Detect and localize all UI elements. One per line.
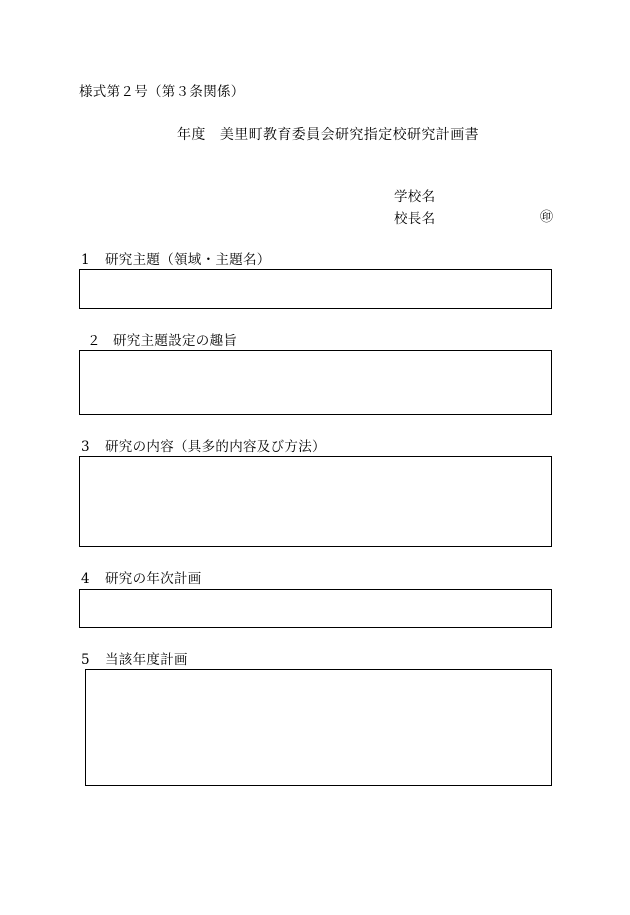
section-5-input-box[interactable]	[85, 669, 552, 786]
document-title-line	[177, 126, 479, 144]
section-3-number: 3	[81, 439, 90, 455]
section-4-label: 研究の年次計画	[105, 571, 202, 587]
section-3-input-box[interactable]	[79, 456, 552, 547]
section-2-heading	[87, 332, 237, 350]
section-1-number: 1	[81, 252, 90, 268]
section-4-input-box[interactable]	[79, 589, 552, 628]
section-5-number: 5	[81, 652, 90, 668]
title-prefix: 年度	[177, 127, 206, 143]
form-number: 様式第２号（第３条関係）	[79, 84, 245, 100]
section-4-heading	[81, 570, 202, 588]
section-2-input-box[interactable]	[79, 350, 552, 415]
section-5-label: 当該年度計画	[105, 652, 188, 668]
section-1-input-box[interactable]	[79, 269, 552, 309]
school-name-label: 学校名	[394, 189, 436, 205]
section-3-label: 研究の内容（具多的内容及び方法）	[105, 439, 326, 455]
section-2-number: ２	[87, 333, 101, 349]
seal-icon: ㊞	[540, 210, 554, 225]
principal-name-label: 校長名	[394, 211, 436, 227]
section-5-heading	[81, 651, 188, 669]
section-3-heading	[81, 438, 326, 456]
document-title: 美里町教育委員会研究指定校研究計画書	[219, 127, 480, 143]
section-1-label: 研究主題（領域・主題名）	[105, 252, 271, 268]
section-4-number: 4	[81, 571, 90, 587]
section-2-label: 研究主題設定の趣旨	[113, 333, 238, 349]
section-1-heading	[81, 251, 271, 269]
